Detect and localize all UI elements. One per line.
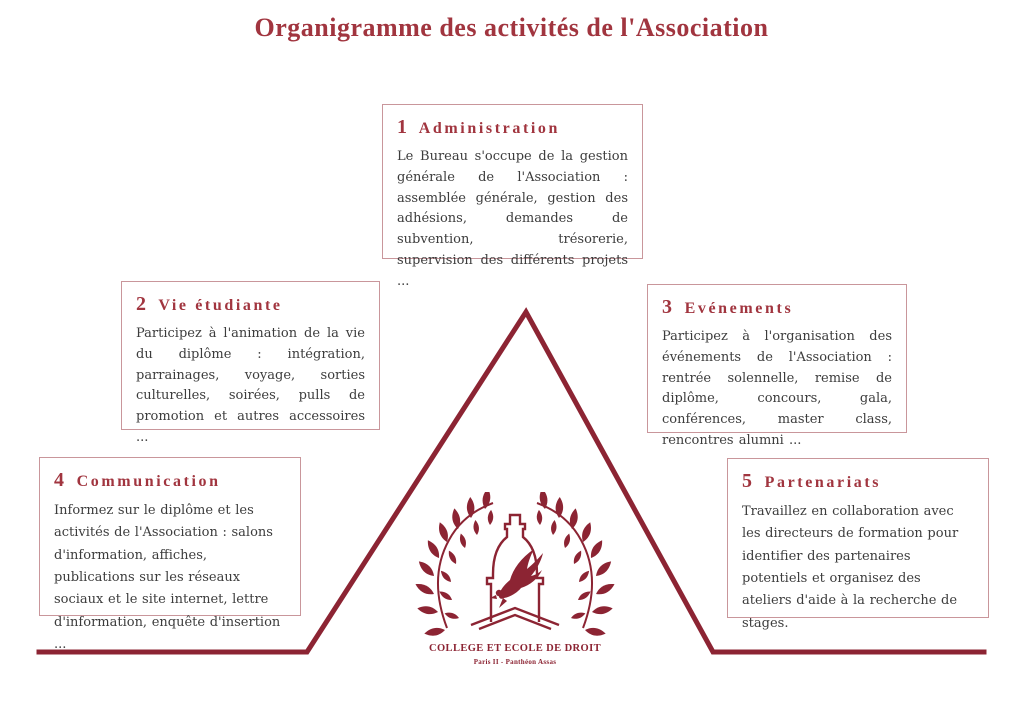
section-body: Participez à l'organisation des événements de l'Association : rentrée solennelle, remise de diplôme, concours, gala, conférences, master class, rencontres alumni ...	[662, 329, 892, 448]
section-title: Administration	[418, 120, 561, 137]
section-body: Participez à l'animation de la vie du diplôme : intégration, parrainages, voyage, sorties culturelles, soirées, pulls de promotion et autres accessoires ...	[136, 326, 365, 445]
section-heading	[662, 296, 892, 319]
section-heading	[54, 469, 286, 492]
section-title: Communication	[76, 473, 221, 490]
page-title: Organigramme des activités de l'Association	[254, 13, 769, 42]
section-number: 5	[742, 470, 752, 492]
section-title: Partenariats	[764, 474, 882, 491]
section-body: Informez sur le diplôme et les activités de l'Association : salons d'information, affiches, publications sur les réseaux sociaux et le site internet, lettre d'information, enquête d'insertion ...	[54, 503, 281, 653]
section-card-administration	[382, 104, 643, 289]
logo-name: COLLEGE ET ECOLE DE DROIT	[428, 643, 602, 654]
college-ecole-droit-logo	[413, 492, 617, 642]
section-heading	[397, 116, 628, 139]
section-number: 3	[662, 296, 672, 318]
section-title: Evénements	[684, 300, 794, 317]
section-title: Vie étudiante	[158, 297, 283, 314]
section-card-evenements	[647, 284, 907, 448]
section-number: 4	[54, 469, 64, 491]
section-body: Le Bureau s'occupe de la gestion générale de l'Association : assemblée générale, gestion des adhésions, demandes de subvention, trésorerie, supervision des différents projets ...	[397, 149, 628, 289]
section-heading	[136, 293, 365, 316]
section-number: 1	[397, 116, 407, 138]
section-card-communication	[39, 457, 301, 653]
section-body: Travaillez en collaboration avec les directeurs de formation pour identifier des partenaires potentiels et organisez des ateliers d'aide à la recherche de stages.	[742, 504, 959, 631]
section-heading	[742, 470, 974, 493]
logo-subtitle: Paris II - Panthéon Assas	[473, 658, 557, 666]
section-card-vie-etudiante	[121, 281, 380, 445]
section-number: 2	[136, 293, 146, 315]
section-card-partenariats	[727, 458, 989, 631]
